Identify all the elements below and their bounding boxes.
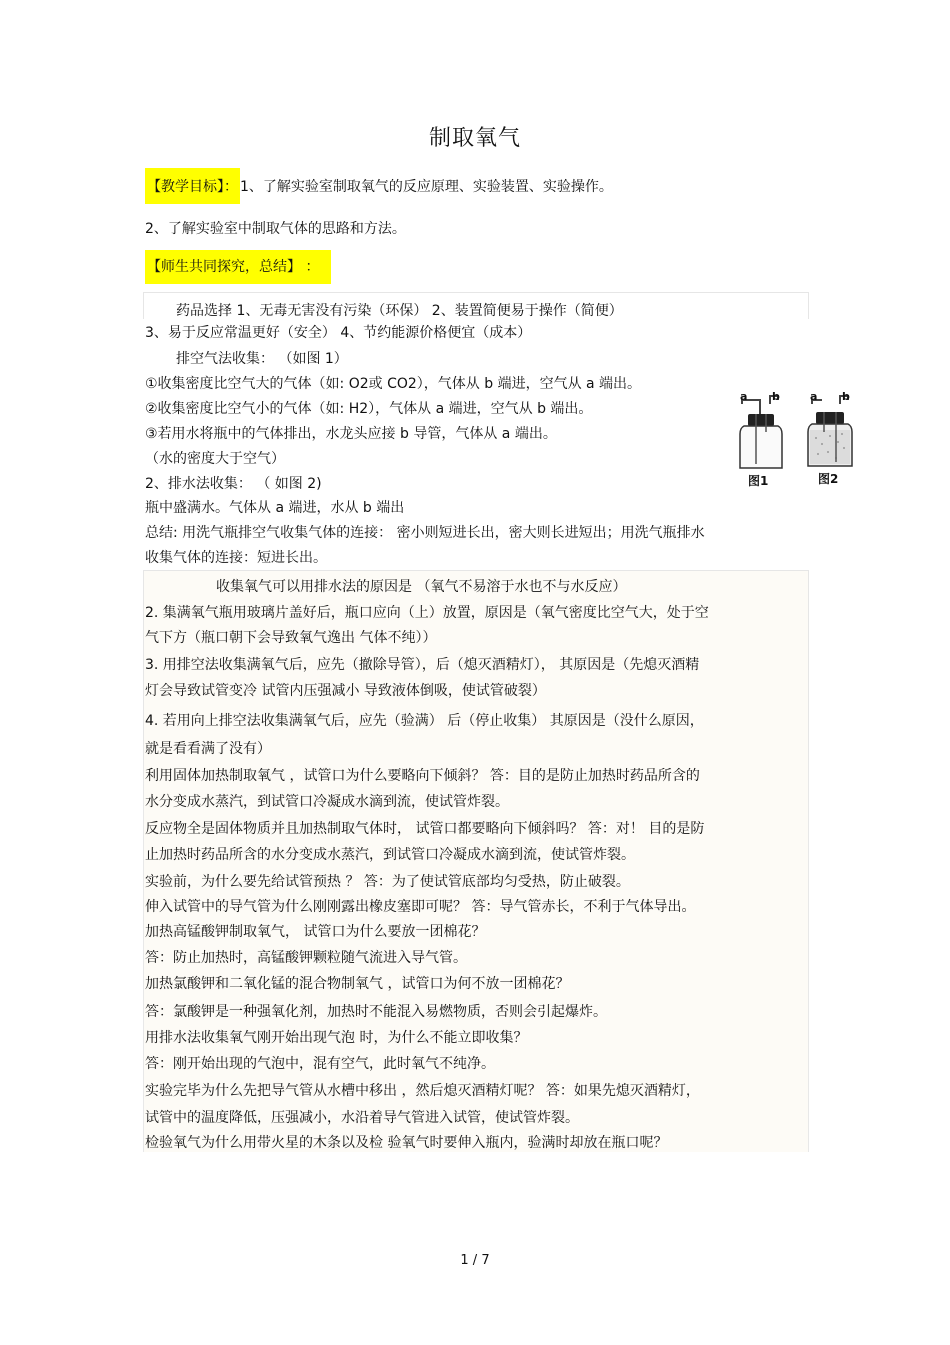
- fig1-label-a: a: [740, 390, 748, 403]
- faq-line: 检验氧气为什么用带火星的木条以及检 验氧气时要伸入瓶内，验满时却放在瓶口呢？: [145, 1135, 668, 1151]
- goal-1: 1、了解实验室制取氧气的反应原理、实验装置、实验操作。: [240, 179, 613, 195]
- faq-line: 利用固体加热制取氧气 ，试管口为什么要略向下倾斜？ 答：目的是防止加热时药品所含的: [145, 768, 700, 784]
- qa-line: 就是看看满了没有）: [145, 741, 271, 757]
- faq-line: 实验前，为什么要先给试管预热 ？ 答：为了使试管底部均匀受热，防止破裂。: [145, 874, 630, 890]
- water-method-title: 2、排水法收集： （ 如图 2): [145, 476, 322, 492]
- summary-line-2: 收集气体的连接：短进长出。: [145, 550, 327, 566]
- faq-line: 用排水法收集氧气刚开始出现气泡 时，为什么不能立即收集？: [145, 1030, 528, 1046]
- faq-line: 答：刚开始出现的气泡中，混有空气，此时氧气不纯净。: [145, 1056, 495, 1072]
- air-method-4: （水的密度大于空气）: [145, 451, 285, 467]
- air-method-title: 排空气法收集： （如图 1）: [176, 351, 348, 367]
- air-method-1: ①收集密度比空气大的气体（如: O2或 CO2），气体从 b 端进，空气从 a 端出。: [145, 376, 642, 392]
- faq-line: 反应物全是固体物质并且加热制取气体时， 试管口都要略向下倾斜吗？ 答：对！ 目的是防: [145, 821, 705, 837]
- qa-line: 3. 用排空法收集满氧气后，应先（撤除导管），后（熄灭酒精灯）， 其原因是（先熄灭酒精: [145, 657, 700, 673]
- figure-2: [800, 392, 860, 488]
- faq-line: 伸入试管中的导气管为什么刚刚露出橡皮塞即可呢？ 答：导气管赤长，不利于气体导出。: [145, 899, 696, 915]
- page-number: 1 / 7: [460, 1253, 490, 1268]
- fig2-caption: 图2: [818, 472, 839, 486]
- faq-line: 止加热时药品所含的水分变成水蒸汽，到试管口冷凝成水滴到流，使试管炸裂。: [145, 847, 635, 863]
- faq-line: 答：氯酸钾是一种强氧化剂，加热时不能混入易燃物质，否则会引起爆炸。: [145, 1004, 607, 1020]
- fig1-caption: 图1: [748, 474, 769, 488]
- wash-bottle-empty-icon: [730, 392, 790, 474]
- qa-line: 4. 若用向上排空法收集满氧气后，应先（验满） 后（停止收集） 其原因是（没什么原因，: [145, 713, 704, 729]
- air-method-3: ③若用水将瓶中的气体排出，水龙头应接 b 导管，气体从 a 端出。: [145, 426, 557, 442]
- summary-line-1: 总结: 用洗气瓶排空气收集气体的连接： 密小则短进长出，密大则长进短出；用洗气瓶排水: [145, 525, 705, 541]
- drug-line-2: 3、易于反应常温更好（安全） 4、节约能源价格便宜（成本）: [145, 325, 532, 341]
- goals-label: 【教学目标】：: [145, 168, 240, 204]
- fig2-label-b: b: [842, 390, 850, 403]
- faq-line: 加热氯酸钾和二氧化锰的混合物制氧气 ，试管口为何不放一团棉花？: [145, 976, 570, 992]
- goal-2: 2、了解实验室中制取气体的思路和方法。: [145, 221, 406, 237]
- qa-line: 收集氧气可以用排水法的原因是 （氧气不易溶于水也不与水反应）: [216, 579, 627, 595]
- faq-line: 实验完毕为什么先把导气管从水槽中移出 ，然后熄灭酒精灯呢？ 答：如果先熄灭酒精灯，: [145, 1083, 700, 1099]
- faq-line: 水分变成水蒸汽，到试管口冷凝成水滴到流，使试管炸裂。: [145, 794, 509, 810]
- faq-line: 试管中的温度降低，压强减小，水沿着导气管进入试管，使试管炸裂。: [145, 1110, 579, 1126]
- drug-line-1: 药品选择 1、无毒无害没有污染（环保） 2、装置简便易于操作（简便）: [176, 303, 623, 319]
- goals-line: [145, 168, 613, 204]
- water-method-1: 瓶中盛满水。气体从 a 端进，水从 b 端出: [145, 500, 405, 516]
- explore-label: 【师生共同探究，总结】 ：: [145, 250, 331, 284]
- air-method-2: ②收集密度比空气小的气体（如: H2），气体从 a 端进，空气从 b 端出。: [145, 401, 593, 417]
- qa-line: 气下方（瓶口朝下会导致氧气逸出 气体不纯））: [145, 630, 437, 646]
- qa-line: 2. 集满氧气瓶用玻璃片盖好后，瓶口应向（上）放置，原因是（氧气密度比空气大，处于空: [145, 605, 709, 621]
- explore-line: [145, 250, 331, 284]
- qa-line: 灯会导致试管变冷 试管内压强减小 导致液体倒吸，使试管破裂）: [145, 683, 546, 699]
- fig1-label-b: b: [772, 390, 780, 403]
- wash-bottle-water-icon: [800, 392, 860, 474]
- figure-1: [730, 392, 790, 488]
- faq-line: 答：防止加热时，高锰酸钾颗粒随气流进入导气管。: [145, 950, 467, 966]
- faq-line: 加热高锰酸钾制取氧气， 试管口为什么要放一团棉花？: [145, 924, 486, 940]
- page-title: 制取氧气: [428, 126, 521, 151]
- fig2-label-a: a: [810, 390, 818, 403]
